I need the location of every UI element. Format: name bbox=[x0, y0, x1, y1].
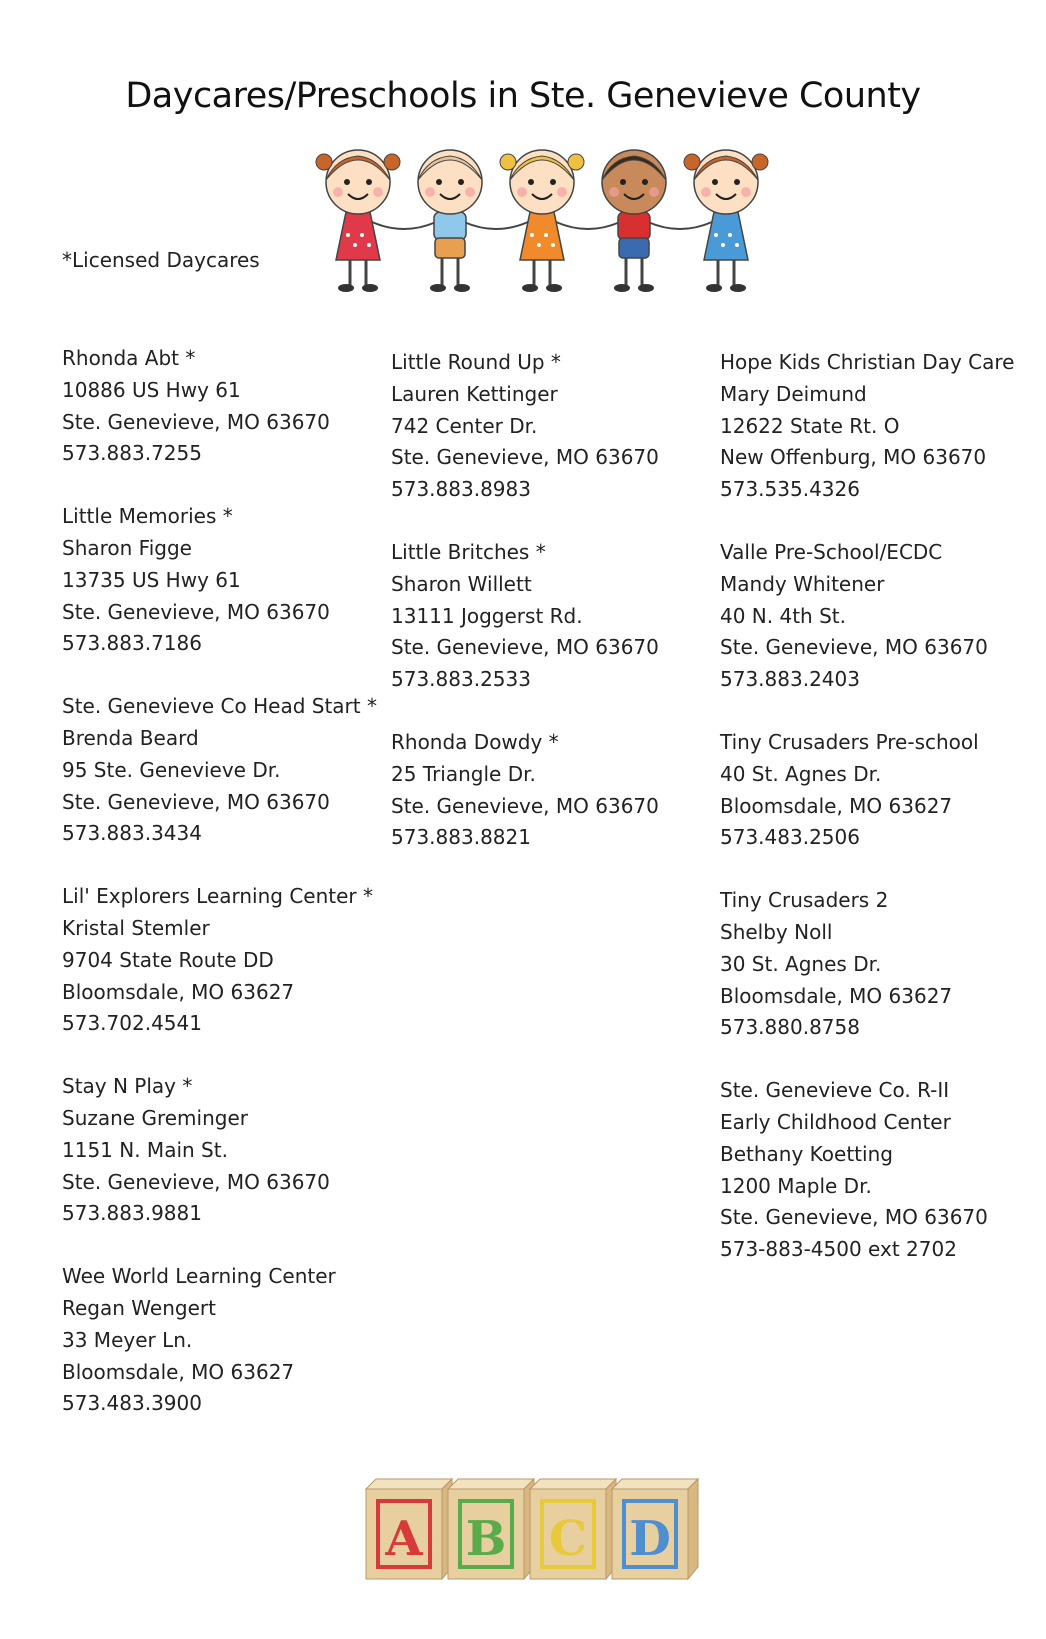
listing-name: Hope Kids Christian Day Care bbox=[720, 350, 1015, 374]
child-figure bbox=[684, 150, 768, 292]
letter-block bbox=[612, 1479, 698, 1579]
listing-entry bbox=[62, 1261, 382, 1420]
block-letter: B bbox=[465, 1511, 507, 1567]
listing-detail: 573.483.3900 bbox=[62, 1391, 202, 1416]
listing-name: Lil' Explorers Learning Center * bbox=[62, 884, 374, 909]
listing-detail: 573.883.9881 bbox=[62, 1201, 202, 1226]
listing-detail: Early Childhood Center bbox=[720, 1109, 951, 1134]
listing-detail: 573.883.7186 bbox=[62, 631, 202, 656]
listing-detail: 1200 Maple Dr. bbox=[720, 1173, 872, 1198]
listing-detail: 573.702.4541 bbox=[62, 1011, 202, 1036]
listing-name: Stay N Play * bbox=[62, 1074, 193, 1099]
listing-name: Rhonda Abt * bbox=[62, 346, 196, 370]
listing-detail: Sharon Willett bbox=[391, 571, 532, 596]
page-title: Daycares/Preschools in Ste. Genevieve County bbox=[125, 76, 921, 116]
column-3 bbox=[720, 347, 1040, 1297]
listing-entry bbox=[62, 501, 382, 660]
listing-name: Wee World Learning Center bbox=[62, 1264, 336, 1289]
listing-name: Rhonda Dowdy * bbox=[391, 729, 559, 754]
listing-entry bbox=[391, 537, 711, 696]
listing-detail: 573.483.2506 bbox=[720, 825, 860, 850]
child-figure bbox=[500, 150, 620, 292]
listing-detail: Suzane Greminger bbox=[62, 1105, 248, 1130]
listing-detail: 573.883.3434 bbox=[62, 821, 202, 846]
listing-detail: Ste. Genevieve, MO 63670 bbox=[391, 445, 659, 470]
listing-entry bbox=[720, 885, 1040, 1044]
listing-entry bbox=[720, 537, 1040, 696]
listing-name: Little Memories * bbox=[62, 504, 233, 529]
listing-detail: 573-883-4500 ext 2702 bbox=[720, 1237, 957, 1262]
listing-detail: Ste. Genevieve, MO 63670 bbox=[391, 793, 659, 818]
listing-detail: Bloomsdale, MO 63627 bbox=[720, 793, 953, 818]
listing-detail: 13111 Joggerst Rd. bbox=[391, 603, 583, 628]
listing-name: Valle Pre-School/ECDC bbox=[720, 539, 943, 564]
listing-name: Tiny Crusaders Pre-school bbox=[720, 729, 979, 754]
abc-blocks-illustration bbox=[362, 1475, 702, 1587]
listing-detail: Kristal Stemler bbox=[62, 915, 210, 940]
listing-detail: Ste. Genevieve, MO 63670 bbox=[62, 1169, 330, 1194]
listing-detail: 40 N. 4th St. bbox=[720, 603, 846, 628]
listing-detail: Ste. Genevieve, MO 63670 bbox=[62, 409, 330, 434]
block-letter: D bbox=[629, 1511, 671, 1567]
listing-detail: Ste. Genevieve, MO 63670 bbox=[62, 789, 330, 814]
listing-name: Little Round Up * bbox=[391, 350, 561, 374]
listing-detail: Ste. Genevieve, MO 63670 bbox=[720, 1205, 988, 1230]
listing-name: Tiny Crusaders 2 bbox=[720, 888, 889, 913]
listing-detail: Lauren Kettinger bbox=[391, 381, 558, 406]
listing-name: Ste. Genevieve Co. R-II bbox=[720, 1078, 950, 1103]
listing-detail: 1151 N. Main St. bbox=[62, 1137, 228, 1162]
listing-detail: 573.883.7255 bbox=[62, 441, 202, 466]
listing-detail: 10886 US Hwy 61 bbox=[62, 377, 241, 402]
listing-detail: 12622 State Rt. O bbox=[720, 413, 900, 438]
listing-detail: Mary Deimund bbox=[720, 381, 867, 406]
listing-name: Little Britches * bbox=[391, 539, 546, 564]
listing-detail: Ste. Genevieve, MO 63670 bbox=[62, 599, 330, 624]
listing-entry bbox=[62, 343, 382, 470]
listing-detail: 573.880.8758 bbox=[720, 1015, 860, 1040]
listing-detail: Sharon Figge bbox=[62, 535, 192, 560]
listing-entry bbox=[720, 347, 1040, 506]
listing-detail: Ste. Genevieve, MO 63670 bbox=[720, 635, 988, 660]
listing-entry bbox=[391, 347, 711, 506]
listing-detail: 9704 State Route DD bbox=[62, 947, 274, 972]
listing-detail: 25 Triangle Dr. bbox=[391, 761, 536, 786]
child-figure bbox=[316, 150, 436, 292]
listing-detail: Shelby Noll bbox=[720, 919, 833, 944]
listing-detail: Ste. Genevieve, MO 63670 bbox=[391, 635, 659, 660]
listing-entry bbox=[62, 1071, 382, 1230]
column-2 bbox=[391, 347, 711, 885]
letter-block bbox=[448, 1479, 534, 1579]
children-holding-hands-illustration bbox=[310, 140, 796, 296]
listing-detail: 13735 US Hwy 61 bbox=[62, 567, 241, 592]
listing-detail: Mandy Whitener bbox=[720, 571, 885, 596]
listing-entry bbox=[720, 1075, 1040, 1266]
block-letter: C bbox=[548, 1511, 588, 1567]
listing-detail: 573.535.4326 bbox=[720, 477, 860, 502]
listing-detail: Bethany Koetting bbox=[720, 1141, 893, 1166]
listing-detail: Bloomsdale, MO 63627 bbox=[62, 1359, 295, 1384]
listing-detail: Regan Wengert bbox=[62, 1295, 216, 1320]
column-1 bbox=[62, 343, 382, 1451]
listing-detail: 573.883.2403 bbox=[720, 667, 860, 692]
listing-detail: Bloomsdale, MO 63627 bbox=[720, 983, 953, 1008]
listing-detail: 30 St. Agnes Dr. bbox=[720, 951, 882, 976]
listing-detail: 742 Center Dr. bbox=[391, 413, 538, 438]
listing-detail: 40 St. Agnes Dr. bbox=[720, 761, 882, 786]
listing-detail: Brenda Beard bbox=[62, 725, 199, 750]
listing-detail: 33 Meyer Ln. bbox=[62, 1327, 193, 1352]
block-letter: A bbox=[385, 1511, 423, 1567]
listing-entry bbox=[62, 881, 382, 1040]
listing-detail: Bloomsdale, MO 63627 bbox=[62, 979, 295, 1004]
listing-detail: 573.883.8983 bbox=[391, 477, 531, 502]
licensed-note: *Licensed Daycares bbox=[62, 248, 260, 272]
letter-block bbox=[366, 1479, 452, 1579]
letter-block bbox=[530, 1479, 616, 1579]
listing-detail: 95 Ste. Genevieve Dr. bbox=[62, 757, 281, 782]
listing-detail: 573.883.8821 bbox=[391, 825, 531, 850]
listing-entry bbox=[62, 691, 382, 850]
listing-name: Ste. Genevieve Co Head Start * bbox=[62, 694, 377, 719]
listing-entry bbox=[391, 727, 711, 854]
listing-entry bbox=[720, 727, 1040, 854]
listing-detail: New Offenburg, MO 63670 bbox=[720, 445, 987, 470]
listing-detail: 573.883.2533 bbox=[391, 667, 531, 692]
